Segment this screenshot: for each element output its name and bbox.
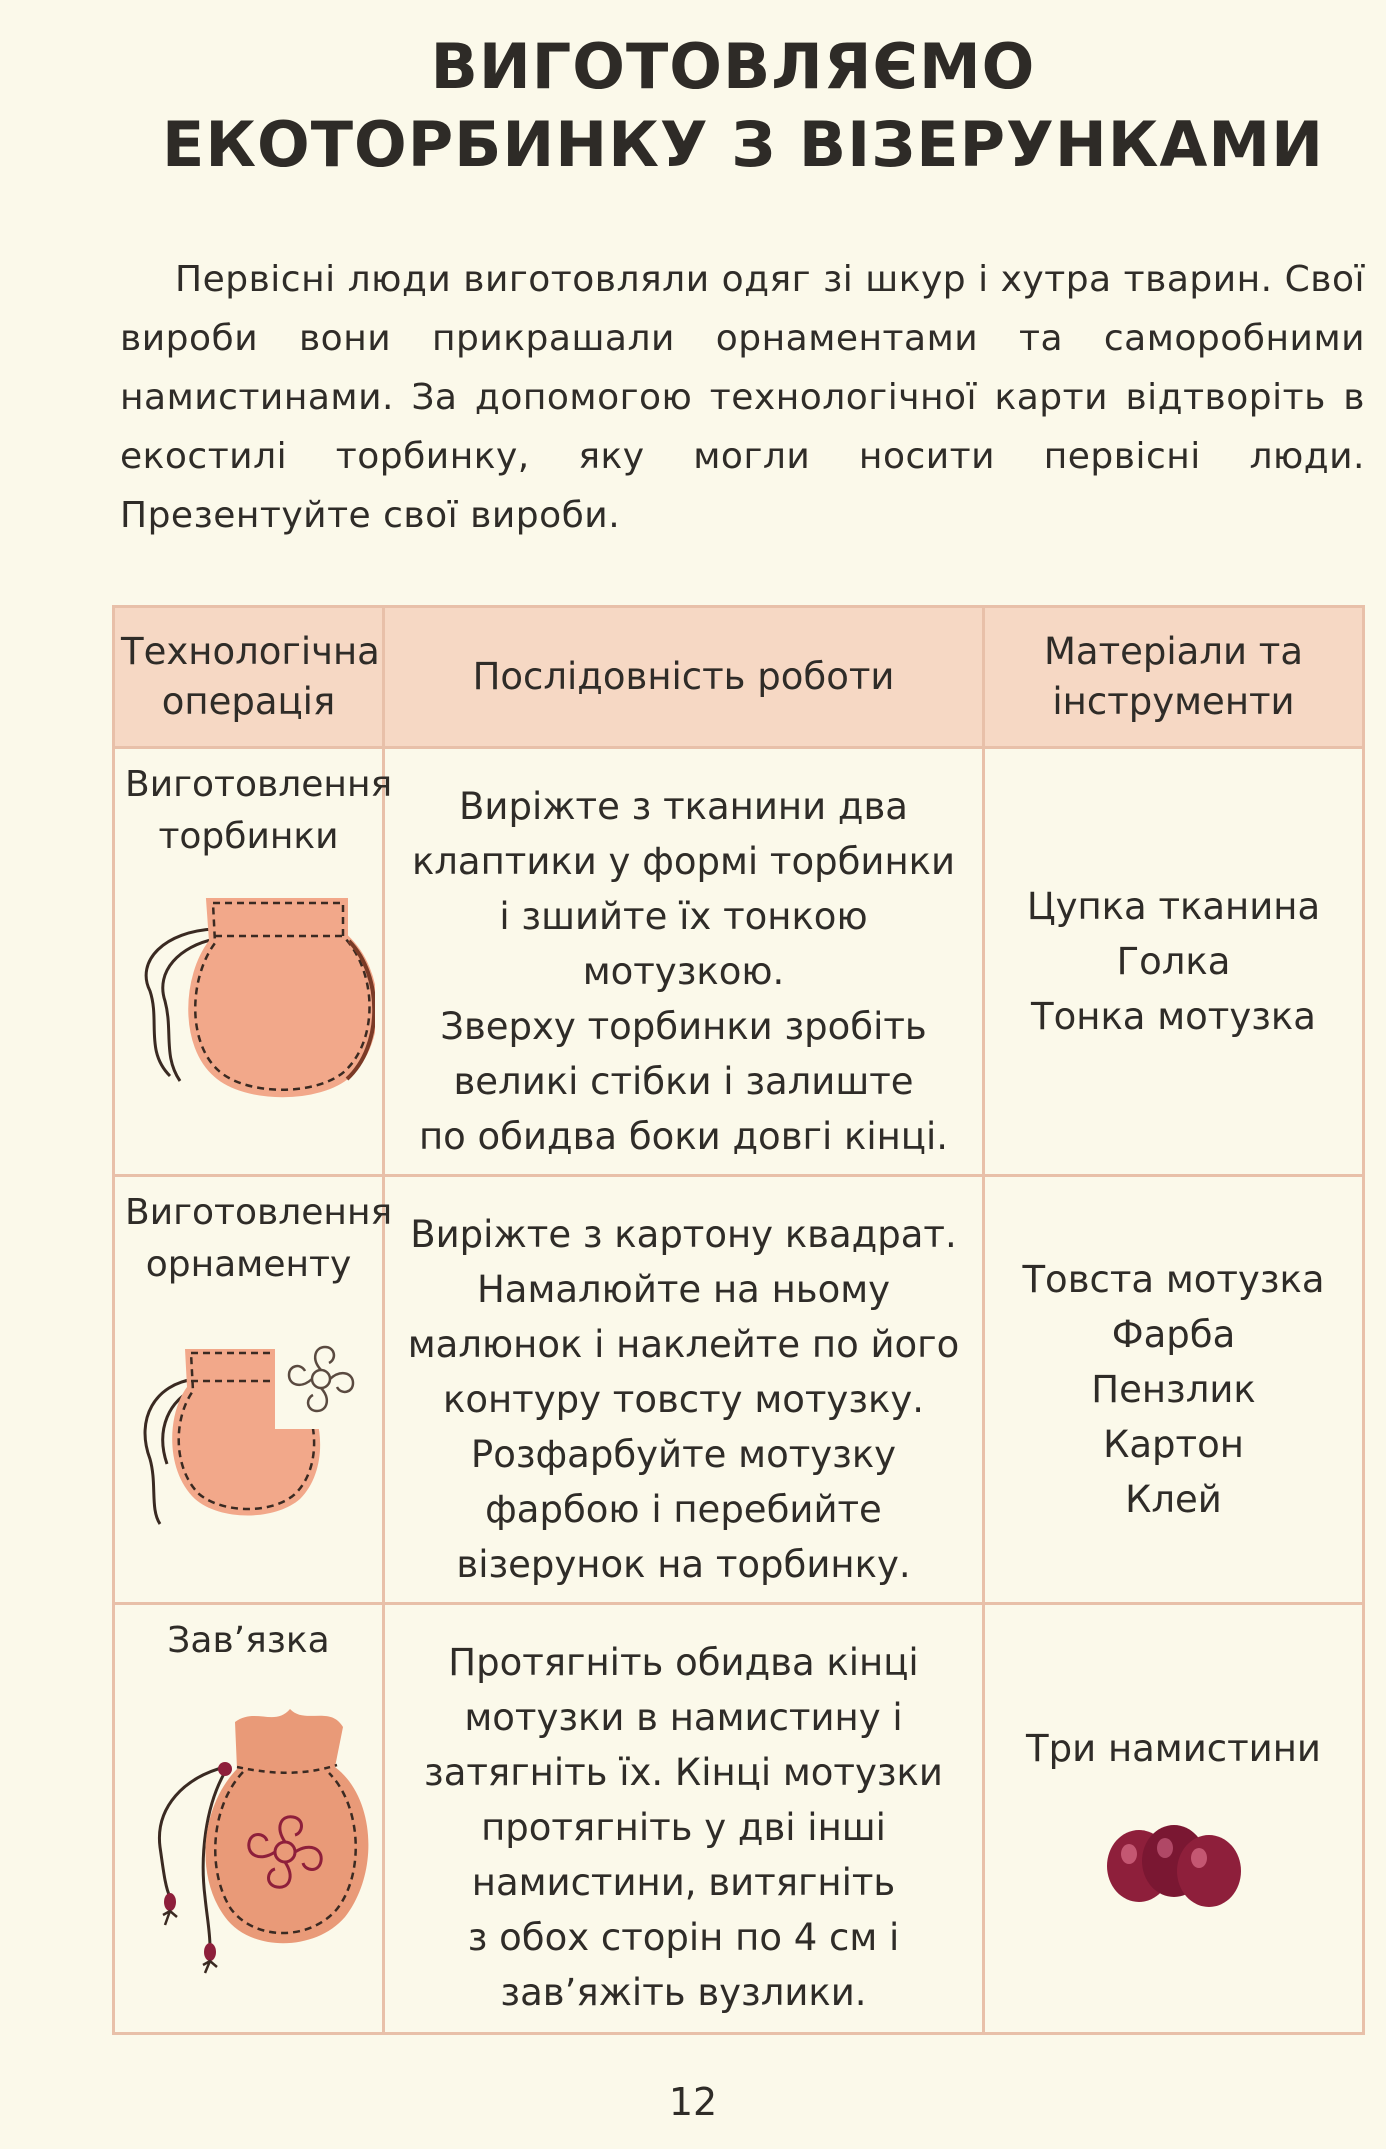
materials-cell — [984, 1604, 1364, 2034]
table-row — [114, 1176, 1364, 1604]
header-materials-line1: Матеріали та — [1043, 630, 1304, 673]
bag-sewing-illustration — [125, 881, 375, 1111]
material-item: Три намистини — [1026, 1727, 1321, 1770]
bag-ornament-illustration — [125, 1309, 375, 1539]
sequence-line: затягніть їх. Кінці мотузки — [424, 1751, 943, 1794]
beads-illustration — [1099, 1816, 1249, 1916]
operation-label-line2: орнаменту — [145, 1244, 352, 1285]
material-item: Тонка мотузка — [1031, 995, 1316, 1038]
technology-table — [112, 605, 1365, 2035]
sequence-line: мотузки в намистину і — [464, 1696, 903, 1739]
materials-cell — [984, 1176, 1364, 1604]
header-operation-line1: Технологічна — [121, 630, 380, 673]
sequence-line: малюнок і наклейте по його — [407, 1323, 960, 1366]
header-sequence: Послідовність роботи — [384, 607, 984, 748]
page-title — [0, 28, 1386, 184]
sequence-line: Виріжте з тканини два — [459, 785, 908, 828]
sequence-line: по обидва боки довгі кінці. — [418, 1115, 949, 1158]
table-row — [114, 1604, 1364, 2034]
sequence-line: великі стібки і залиште — [453, 1060, 914, 1103]
material-item: Пензлик — [1091, 1368, 1256, 1411]
sequence-line: з обох сторін по 4 см і — [467, 1916, 900, 1959]
header-operation — [114, 607, 384, 748]
material-item: Клей — [1125, 1478, 1222, 1521]
sequence-line: намистини, витягніть — [471, 1861, 896, 1904]
operation-label-line2: торбинки — [158, 816, 339, 857]
sequence-cell — [384, 748, 984, 1176]
operation-label-line1: Виготовлення — [125, 764, 393, 805]
intro-paragraph: Первісні люди виготовляли одяг зі шкур і хутра тварин. Свої вироби вони прикрашали орнаментами та саморобними намистинами. За допомогою технологічної карти відтворіть в екостилі торбинку, яку могли носити первісні люди. Презентуйте свої вироби. — [120, 259, 1365, 536]
sequence-line: Намалюйте на ньому — [476, 1268, 891, 1311]
sequence-line: Розфарбуйте мотузку — [470, 1433, 897, 1476]
operation-label-line1: Виготовлення — [125, 1192, 393, 1233]
header-operation-line2: операція — [161, 680, 336, 723]
sequence-line: візерунок на торбинку. — [456, 1543, 911, 1586]
materials-cell — [984, 748, 1364, 1176]
title-line-1: ВИГОТОВЛЯЄМО — [430, 30, 1036, 103]
sequence-cell — [384, 1604, 984, 2034]
sequence-line: Протягніть обидва кінці — [448, 1641, 919, 1684]
sequence-line: і зшийте їх тонкою — [499, 895, 868, 938]
page-number: 12 — [668, 2080, 718, 2124]
material-item: Цупка тканина — [1026, 885, 1321, 928]
header-materials-line2: інструменти — [1052, 680, 1295, 723]
sequence-cell — [384, 1176, 984, 1604]
sequence-line: клаптики у формі торбинки — [411, 840, 956, 883]
material-item: Голка — [1116, 940, 1231, 983]
header-materials — [984, 607, 1364, 748]
sequence-line: Зверху торбинки зробіть — [440, 1005, 927, 1048]
operation-label-line1: Зав’язка — [167, 1620, 330, 1661]
sequence-line: фарбою і перебийте — [485, 1488, 882, 1531]
material-item: Картон — [1103, 1423, 1244, 1466]
operation-cell — [114, 748, 393, 1176]
operation-cell — [114, 1176, 393, 1604]
material-item: Фарба — [1111, 1313, 1236, 1356]
sequence-line: мотузкою. — [582, 950, 785, 993]
table-row — [114, 748, 1364, 1176]
title-line-2: ЕКОТОРБИНКУ З ВІЗЕРУНКАМИ — [161, 108, 1324, 181]
table-header-row — [114, 607, 1364, 748]
material-item: Товста мотузка — [1022, 1258, 1325, 1301]
sequence-line: Виріжте з картону квадрат. — [410, 1213, 957, 1256]
bag-tie-illustration — [125, 1697, 385, 1977]
operation-cell — [114, 1604, 384, 2034]
sequence-line: контуру товсту мотузку. — [443, 1378, 924, 1421]
sequence-line: протягніть у дві інші — [481, 1806, 886, 1849]
sequence-line: зав’яжіть вузлики. — [500, 1971, 867, 2014]
